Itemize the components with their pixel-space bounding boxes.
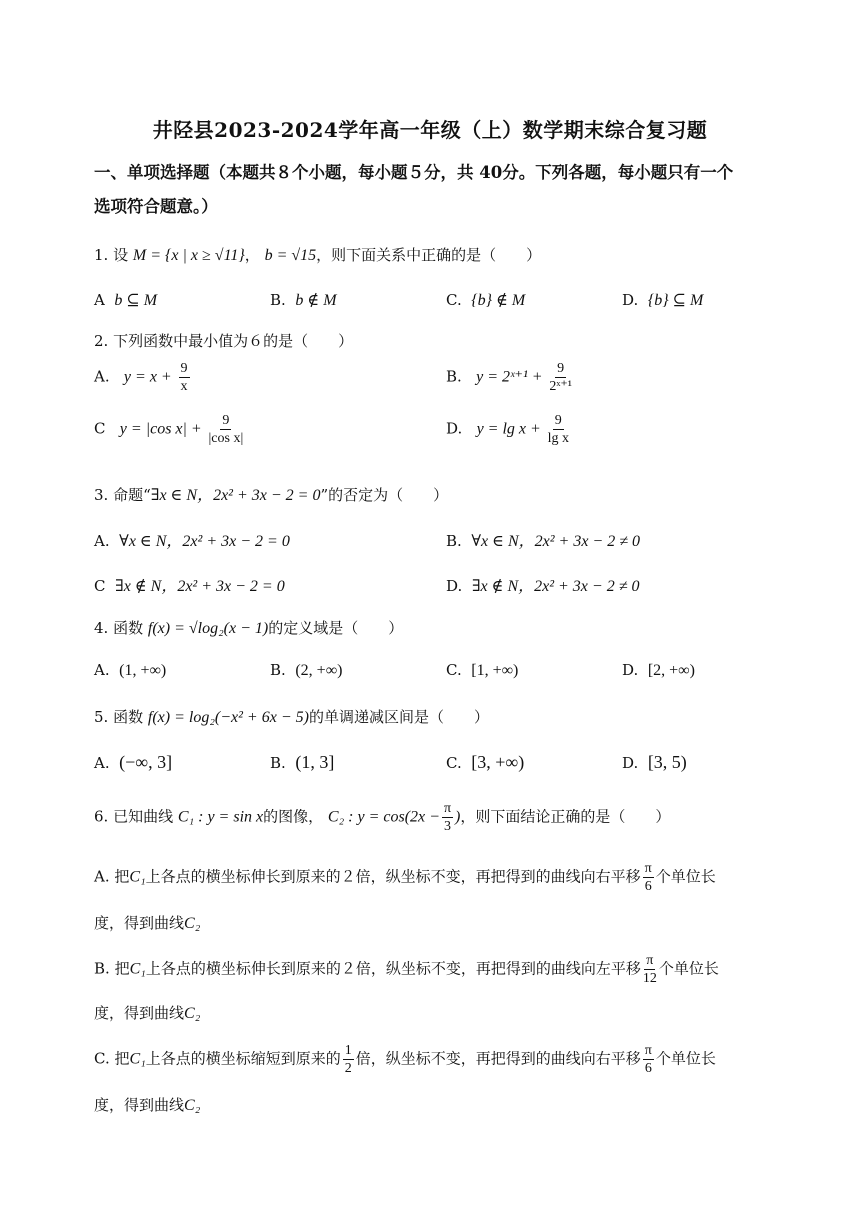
option-b [446, 528, 640, 551]
option-label: C [94, 577, 106, 595]
question-number: 1. [94, 246, 109, 264]
option-text: 度，得到曲线 [94, 914, 185, 932]
fraction-numerator: π [644, 1043, 652, 1058]
question-text: 设 [113, 246, 129, 264]
fraction-numerator: 1 [344, 1043, 352, 1058]
option-label: A [94, 291, 105, 309]
option-label: C. [446, 291, 462, 309]
option-b-continued [94, 1002, 784, 1023]
option-c [94, 412, 245, 447]
option-text: 上各点的横坐标伸长到原来的２倍，纵坐标不变，再把得到的曲线向右平移 [145, 867, 641, 886]
math-expression: M = {x | x ≥ √11} [132, 247, 245, 264]
question-text: ，则下面关系中正确的是（ ） [316, 246, 542, 264]
fraction [343, 1042, 354, 1077]
option-label: D. [622, 291, 639, 309]
question-number: 6. [94, 807, 109, 826]
option-math: C₂ [184, 1005, 201, 1022]
question-text: 函数 [113, 708, 144, 726]
option-label: B. [270, 754, 286, 772]
option-label: C. [94, 1049, 110, 1068]
question-5 [94, 706, 489, 727]
option-math: C₁ [129, 1050, 146, 1068]
fraction [549, 360, 572, 395]
option-label: C. [446, 661, 462, 679]
option-label: B. [446, 367, 462, 386]
option-math: [3, 5) [647, 752, 687, 772]
option-text: 度，得到曲线 [94, 1096, 185, 1114]
fraction-denominator: 3 [443, 819, 451, 834]
fraction-denominator: x [180, 379, 188, 394]
option-label: A. [94, 532, 110, 550]
option-b [270, 290, 337, 310]
fraction-numerator: π [443, 801, 452, 816]
option-d [622, 290, 703, 310]
option-math: C₁ [129, 868, 146, 886]
option-c-continued [94, 1094, 784, 1115]
fraction-denominator: 2ˣ⁺¹ [549, 379, 572, 394]
option-math: y = x + [123, 368, 172, 386]
option-math: (1, +∞) [119, 662, 167, 679]
option-d [622, 752, 687, 773]
math-expression: C₂ : y = cos(2x − [327, 808, 440, 826]
option-text: 把 [114, 867, 130, 886]
option-b [270, 752, 334, 773]
option-math: y = 2ˣ⁺¹ + [476, 368, 543, 386]
section-heading-line2: 选项符合题意。） [94, 197, 218, 216]
option-math: b ⊆ M [114, 292, 158, 309]
fraction-denominator: 12 [642, 971, 657, 986]
question-text: 的图像， [263, 807, 324, 826]
option-label: C [94, 419, 106, 438]
question-number: 5. [94, 708, 109, 726]
option-math: ∃x ∉ N，2x² + 3x − 2 ≠ 0 [471, 578, 640, 595]
option-a-continued [94, 912, 784, 933]
math-expression: ) [455, 808, 461, 826]
question-number: 2. [94, 332, 109, 350]
option-c [446, 661, 518, 680]
fraction [643, 952, 657, 987]
math-expression: f(x) = √log₂(x − 1) [147, 620, 269, 637]
fraction-denominator: 6 [644, 879, 652, 894]
fraction [442, 800, 453, 835]
math-expression: C₁ : y = sin x [177, 808, 264, 826]
option-label: D. [622, 754, 639, 772]
option-label: A. [94, 367, 110, 386]
fraction-numerator: 9 [554, 413, 562, 428]
option-a [94, 860, 784, 895]
option-b [270, 661, 342, 680]
option-d [446, 412, 571, 447]
option-text: 度，得到曲线 [94, 1004, 185, 1022]
exam-title: 井陉县2023-2024学年高一年级（上）数学期末综合复习题 [152, 118, 708, 142]
option-math: C₁ [129, 960, 146, 978]
option-math: {b} ⊆ M [647, 292, 704, 309]
option-label: B. [270, 291, 286, 309]
fraction-denominator: 2 [344, 1061, 352, 1076]
option-label: B. [270, 661, 286, 679]
option-d [622, 661, 695, 680]
option-d [446, 573, 640, 596]
option-math: {b} ∉ M [471, 292, 526, 309]
fraction-numerator: π [646, 953, 654, 968]
option-text: 上各点的横坐标伸长到原来的２倍，纵坐标不变，再把得到的曲线向左平移 [145, 959, 641, 978]
option-math: C₂ [184, 915, 201, 932]
option-a [94, 661, 166, 680]
fraction-numerator: 9 [557, 361, 565, 376]
option-a [94, 752, 172, 773]
option-c [446, 752, 524, 773]
fraction-denominator: |cos x| [208, 431, 244, 446]
option-c [446, 290, 525, 310]
option-b [94, 952, 784, 987]
math-expression: b = √15 [264, 247, 317, 264]
fraction [548, 412, 569, 447]
option-math: b ∉ M [295, 292, 337, 309]
question-number: 4. [94, 619, 109, 637]
fraction [643, 860, 654, 895]
option-math: (−∞, 3] [119, 752, 173, 772]
option-math: [1, +∞) [471, 662, 519, 679]
fraction-numerator: 9 [222, 413, 230, 428]
option-math: [2, +∞) [647, 662, 695, 679]
option-text: 上各点的横坐标缩短到原来的 [145, 1049, 341, 1068]
separator: ， [244, 246, 260, 264]
option-text: 个单位长 [658, 959, 719, 978]
option-label: A. [94, 754, 110, 772]
question-number: 3. [94, 486, 109, 504]
question-2 [94, 330, 353, 351]
option-c [94, 573, 285, 596]
option-label: B. [94, 959, 110, 978]
option-label: A. [94, 867, 110, 886]
fraction [179, 360, 190, 395]
option-text: 倍，纵坐标不变，再把得到的曲线向右平移 [355, 1049, 641, 1068]
option-a [94, 360, 192, 395]
option-math: ∀x ∈ N，2x² + 3x − 2 ≠ 0 [471, 533, 640, 550]
section-heading [94, 156, 784, 224]
question-text: 命题“ [113, 486, 151, 504]
question-text: 函数 [113, 619, 144, 637]
option-math: ∀x ∈ N，2x² + 3x − 2 = 0 [119, 533, 290, 550]
question-text: 的定义域是（ ） [268, 619, 404, 637]
fraction [209, 412, 244, 447]
option-math: ∃x ∉ N，2x² + 3x − 2 = 0 [115, 578, 285, 595]
math-expression: f(x) = log₂(−x² + 6x − 5) [147, 709, 309, 726]
option-label: B. [446, 532, 462, 550]
option-text: 把 [114, 959, 130, 978]
question-text: 已知曲线 [113, 807, 174, 826]
option-label: D. [446, 577, 463, 595]
option-text: 把 [114, 1049, 130, 1068]
option-math: (1, 3] [295, 752, 335, 772]
section-heading-line1: 一、单项选择题（本题共８个小题，每小题５分，共 40分。下列各题，每小题只有一个 [94, 163, 734, 182]
fraction-numerator: 9 [180, 361, 188, 376]
option-math: y = |cos x| + [119, 420, 202, 438]
option-label: C. [446, 754, 462, 772]
fraction-denominator: 6 [644, 1061, 652, 1076]
option-text: 个单位长 [655, 867, 716, 886]
option-a [94, 528, 290, 551]
option-b [446, 360, 574, 395]
option-math: [3, +∞) [471, 752, 525, 772]
question-6 [94, 800, 670, 835]
option-text: 个单位长 [655, 1049, 716, 1068]
question-text: 的单调递减区间是（ ） [308, 708, 489, 726]
fraction [643, 1042, 654, 1077]
option-math: (2, +∞) [295, 662, 343, 679]
option-a [94, 290, 157, 310]
question-3 [94, 482, 448, 505]
question-4 [94, 617, 403, 638]
option-math: y = lg x + [476, 420, 541, 438]
fraction-numerator: π [644, 861, 652, 876]
question-text: ，则下面结论正确的是（ ） [460, 807, 671, 826]
math-expression: ∃x ∈ N，2x² + 3x − 2 = 0 [150, 487, 321, 504]
option-label: A. [94, 661, 110, 679]
option-math: C₂ [184, 1097, 201, 1114]
question-1 [94, 244, 541, 265]
option-label: D. [622, 661, 639, 679]
option-label: D. [446, 419, 463, 438]
option-c [94, 1042, 784, 1077]
question-text: 下列函数中最小值为６的是（ ） [113, 332, 354, 350]
fraction-denominator: lg x [547, 431, 569, 446]
question-text: ”的否定为（ ） [320, 486, 449, 504]
